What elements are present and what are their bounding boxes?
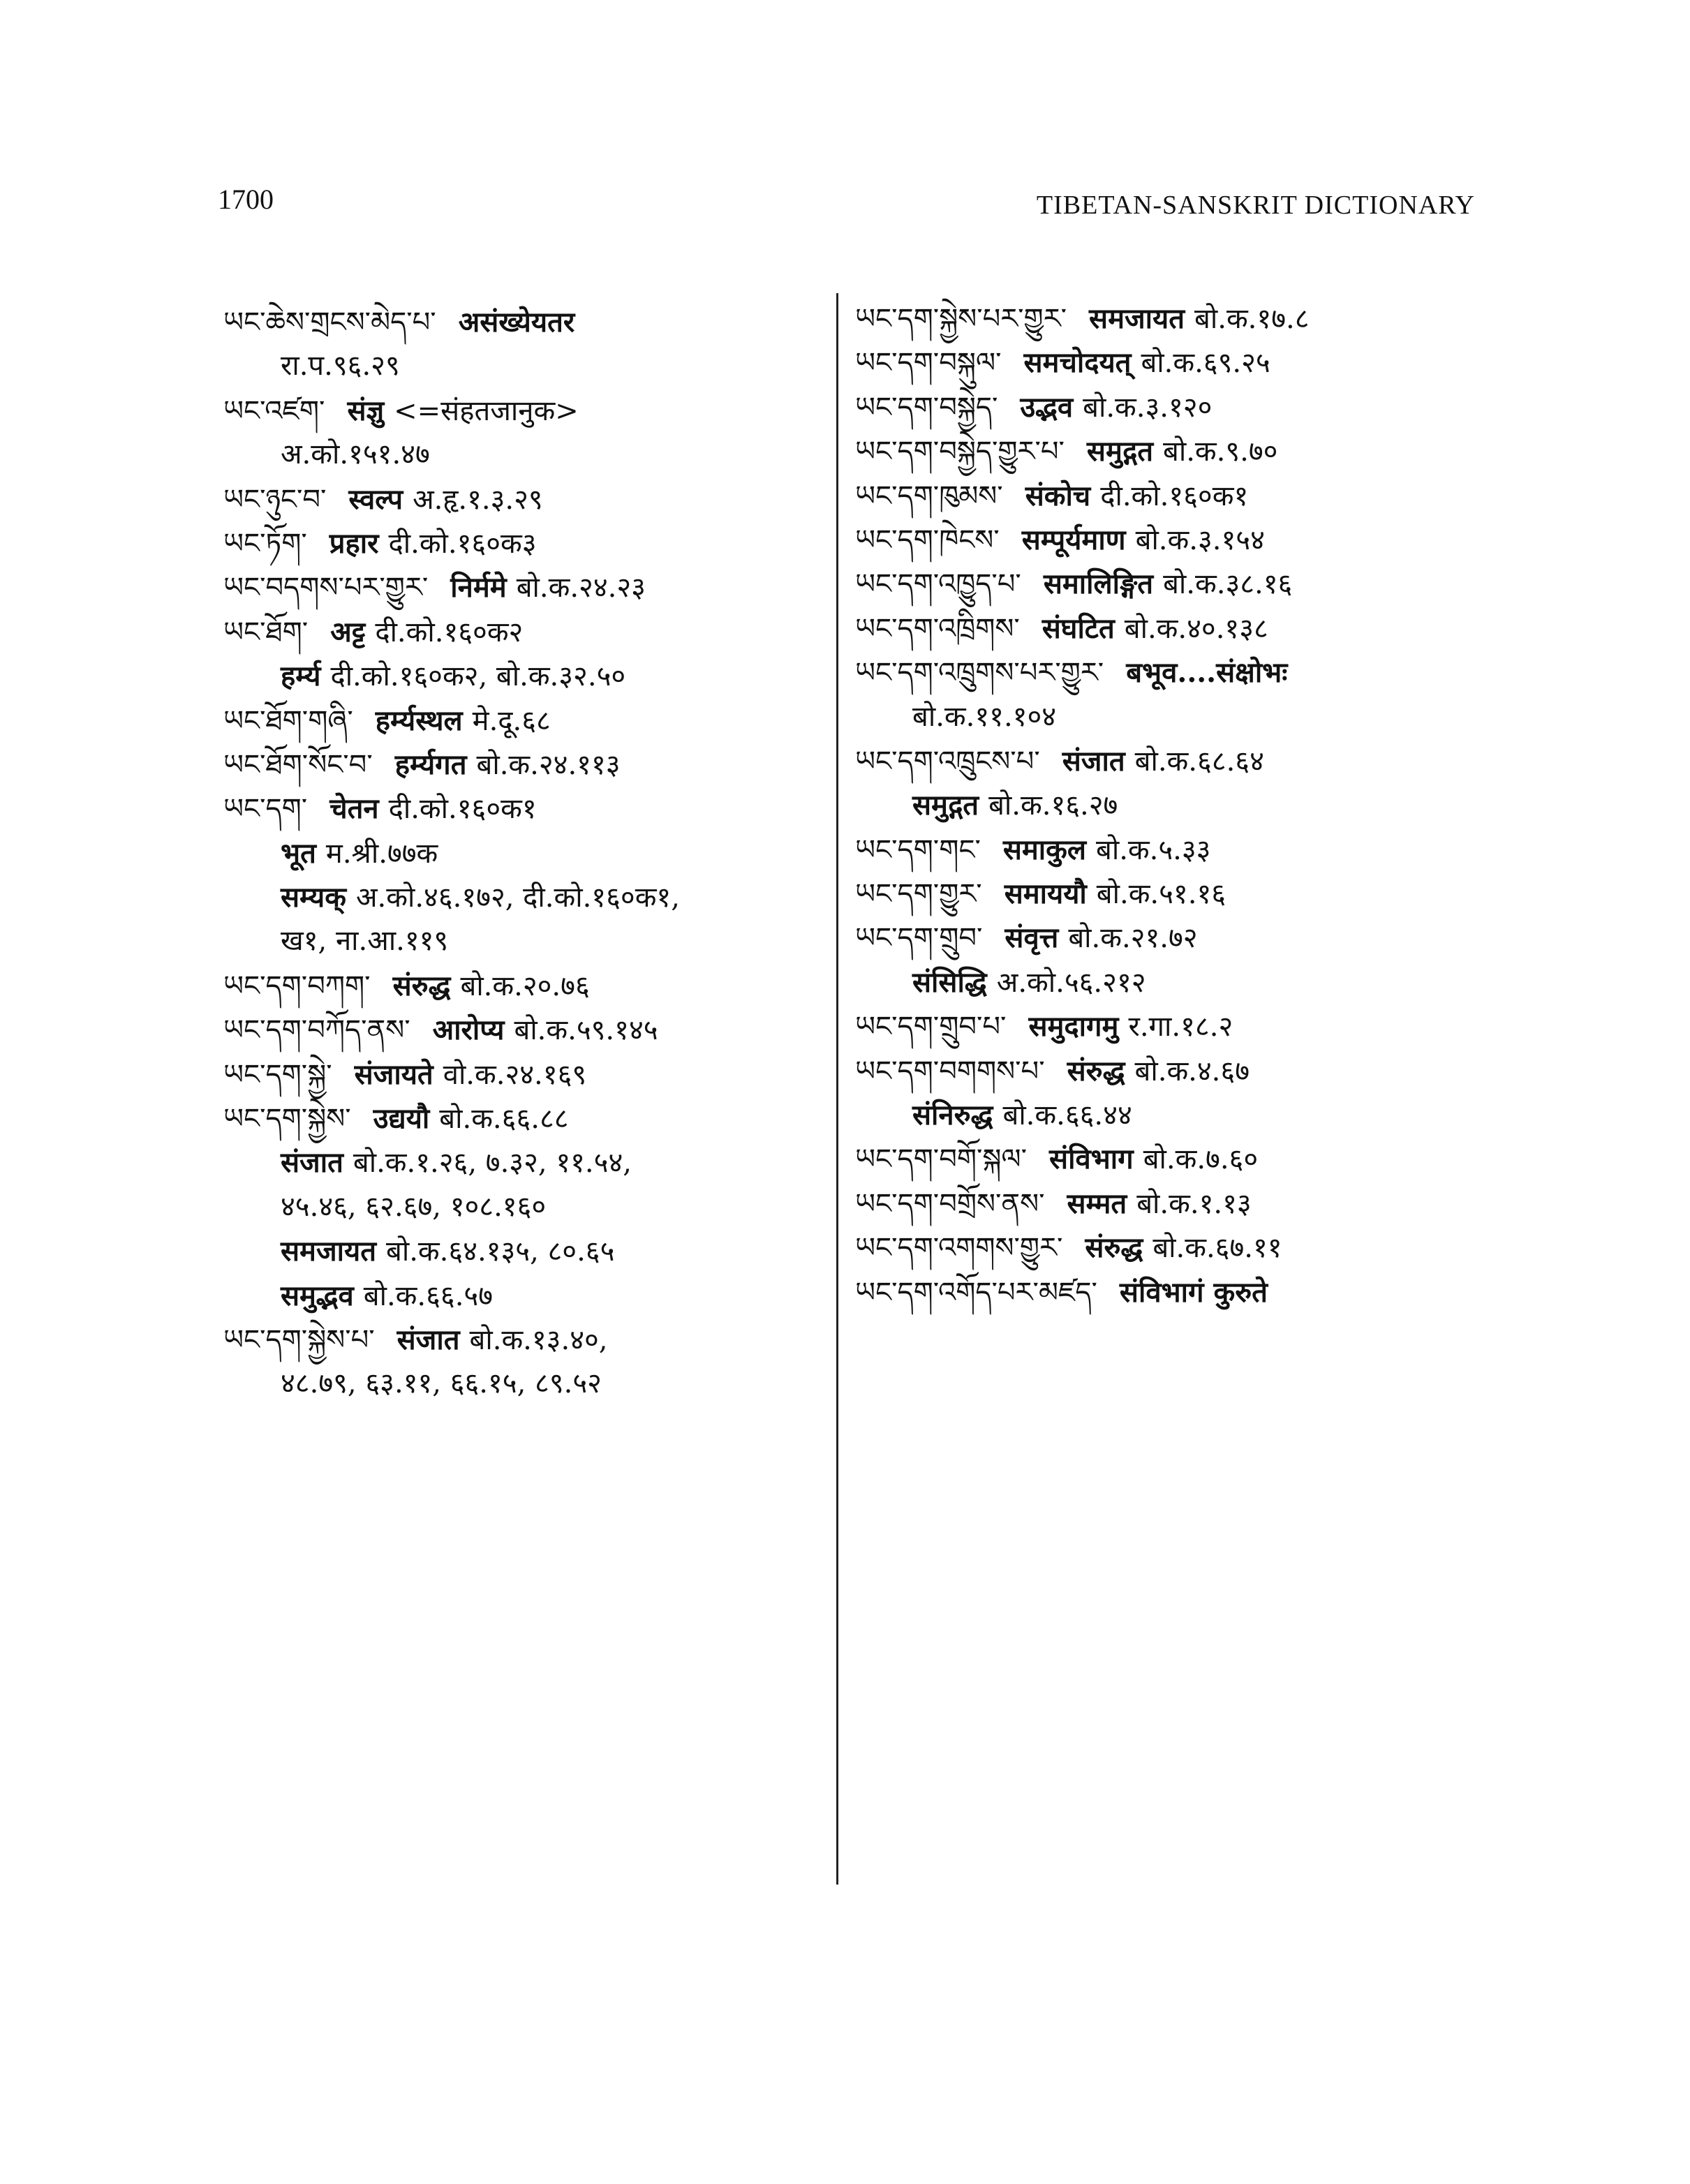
tibetan-headword: ཡང་ཐོག་: [223, 616, 309, 648]
sanskrit-equivalent: स्वल्प: [348, 482, 403, 516]
source-reference: म.श्री.७७क: [325, 837, 438, 870]
dictionary-entry: [855, 297, 1476, 341]
tibetan-headword: ཡང་དག་བགགས་པ་: [855, 1055, 1045, 1087]
sanskrit-equivalent: संरुद्ध: [392, 969, 451, 1002]
tibetan-headword: ཡང་དག་བསྐྱེད་གྱུར་པ་: [855, 436, 1065, 468]
entry-continuation: [223, 1141, 831, 1184]
source-reference: ४५.४६, ६२.६७, १०८.१६०: [281, 1190, 547, 1223]
sanskrit-equivalent: संसिद्धि: [912, 965, 987, 999]
source-reference: बो.क.६९.२५: [1141, 347, 1270, 380]
source-reference: बो.क.३८.१६: [1163, 568, 1293, 601]
source-reference: दी.को.१६०क१: [388, 793, 537, 826]
tibetan-headword: ཡང་དག་གང་: [855, 833, 981, 866]
dictionary-entry: [223, 610, 831, 654]
source-reference: अ.को.१५१.४७: [281, 438, 430, 471]
entry-continuation: [223, 875, 831, 919]
dictionary-entry: [223, 1008, 831, 1052]
source-reference: दी.को.१६०क२: [375, 616, 524, 648]
sanskrit-equivalent: भूत: [281, 836, 316, 870]
source-reference: दी.को.१६०क१: [1100, 480, 1249, 512]
right-column: [855, 297, 1476, 1314]
source-reference: अ.हृ.१.३.२९: [413, 483, 543, 516]
source-reference: ख१, ना.आ.११९: [281, 925, 449, 958]
sanskrit-equivalent: संजात: [281, 1146, 343, 1180]
tibetan-headword: ཡང་དག་འཁྲུངས་པ་: [855, 745, 1040, 778]
entry-continuation: [223, 831, 831, 875]
tibetan-headword: ཡང་དག་འཁྱུད་པ་: [855, 568, 1021, 601]
tibetan-headword: ཡང་དག་བཀོད་ནས་: [223, 1014, 410, 1047]
dictionary-entry: [223, 389, 831, 433]
source-reference: वो.क.२४.१६९: [443, 1058, 587, 1091]
tibetan-headword: ཡང་དག་ཁེངས་: [855, 523, 1000, 556]
sanskrit-equivalent: हर्म्यस्थल: [375, 704, 463, 737]
dictionary-entry: [223, 699, 831, 743]
tibetan-headword: ཡང་དག་སྐྱེས་པ་: [223, 1323, 375, 1356]
tibetan-headword: ཡང་དག་གྱུར་: [855, 878, 982, 911]
source-reference: बो.क.३.१५४: [1135, 523, 1265, 556]
tibetan-headword: ཡང་ཐོག་གཞི་: [223, 704, 353, 737]
dictionary-entry: [855, 1270, 1476, 1314]
sanskrit-equivalent: उद्ययौ: [373, 1102, 430, 1136]
dictionary-entry: [855, 1226, 1476, 1270]
source-reference: ४८.७९, ६३.११, ६६.१५, ८९.५२: [281, 1367, 602, 1400]
sanskrit-equivalent: संजात: [396, 1323, 460, 1356]
dictionary-entry: [855, 1182, 1476, 1226]
entry-continuation: [855, 1093, 1476, 1137]
tibetan-headword: ཡང་དག་ཁུམས་: [855, 480, 1003, 512]
source-reference: बो.क.५.३३: [1096, 833, 1211, 866]
tibetan-headword: ཡང་ཉུང་བ་: [223, 483, 327, 516]
dictionary-entry: [223, 521, 831, 565]
entry-continuation: [855, 783, 1476, 827]
sanskrit-equivalent: समाकुल: [1002, 833, 1087, 866]
sanskrit-equivalent: समुद्भव: [281, 1279, 354, 1312]
dictionary-entry: [855, 1004, 1476, 1048]
entry-continuation: [223, 1229, 831, 1273]
source-reference: बो.क.६८.६४: [1134, 745, 1264, 778]
sanskrit-equivalent: चेतन: [329, 792, 379, 826]
dictionary-entry: [855, 474, 1476, 518]
source-reference: बो.क.९.७०: [1163, 436, 1278, 468]
dictionary-entry: [855, 828, 1476, 872]
dictionary-entry: [855, 385, 1476, 429]
source-reference: बो.क.२४.११३: [476, 748, 621, 781]
sanskrit-equivalent: संविभाग: [1049, 1143, 1134, 1176]
sanskrit-equivalent: सम्पूर्यमाण: [1021, 523, 1126, 556]
entry-continuation: [223, 919, 831, 963]
dictionary-entry: [223, 743, 831, 787]
dictionary-entry: [223, 1097, 831, 1141]
sanskrit-equivalent: संविभागं कुरुते: [1119, 1275, 1268, 1309]
dictionary-entry: [223, 1318, 831, 1362]
sanskrit-equivalent: संज्ञु: [347, 394, 385, 427]
source-reference: बो.क.२१.७२: [1068, 922, 1198, 955]
dictionary-entry: [855, 1137, 1476, 1181]
dictionary-entry: [855, 872, 1476, 916]
dictionary-entry: [223, 1053, 831, 1097]
dictionary-entry: [223, 300, 831, 344]
sanskrit-equivalent: समजायत: [1089, 302, 1185, 335]
sanskrit-equivalent: संघटित: [1042, 611, 1115, 645]
sanskrit-equivalent: हर्म्य: [281, 660, 321, 693]
sanskrit-equivalent: संरुद्ध: [1067, 1054, 1125, 1087]
tibetan-headword: ཡང་དག་འགགས་གྱུར་: [855, 1232, 1063, 1265]
sanskrit-equivalent: संवृत्त: [1005, 921, 1059, 955]
tibetan-headword: ཡང་འཛག་: [223, 394, 325, 427]
sanskrit-equivalent: समाययौ: [1004, 877, 1087, 911]
tibetan-headword: ཡང་དག་འཁྲིགས་: [855, 612, 1020, 645]
source-reference: बो.क.२४.२३: [516, 572, 646, 604]
sanskrit-equivalent: अट्ट: [330, 615, 366, 648]
entry-continuation: [223, 654, 831, 698]
dictionary-entry: [855, 341, 1476, 385]
tibetan-headword: ཡང་དག་སྐྱེས་པར་གྱུར་: [855, 303, 1067, 335]
source-reference: बो.क.५१.१६: [1096, 878, 1226, 911]
entry-continuation: [223, 1185, 831, 1229]
entry-continuation: [855, 960, 1476, 1004]
sanskrit-equivalent: संजायते: [354, 1057, 433, 1091]
dictionary-entry: [855, 1049, 1476, 1093]
source-reference: बो.क.१७.८: [1194, 303, 1310, 335]
dictionary-entry: [855, 739, 1476, 783]
dictionary-entry: [855, 607, 1476, 651]
sanskrit-equivalent: उद्भव: [1020, 390, 1074, 424]
sanskrit-equivalent: सम्यक्: [281, 881, 346, 914]
source-reference: बो.क.१.१३: [1136, 1187, 1252, 1220]
sanskrit-equivalent: हर्म्यगत: [394, 748, 467, 781]
tibetan-headword: ཡང་དག་: [223, 793, 308, 826]
sanskrit-equivalent: असंख्येयतर: [458, 306, 575, 339]
sanskrit-equivalent: समजायत: [281, 1235, 376, 1268]
dictionary-entry: [855, 651, 1476, 694]
source-reference: बो.क.१६.२७: [988, 789, 1118, 822]
entry-continuation: [223, 1274, 831, 1318]
tibetan-headword: ཡང་དག་སྐྱེ་: [223, 1058, 332, 1091]
source-reference: बो.क.६६.५७: [363, 1279, 494, 1312]
dictionary-entry: [223, 787, 831, 831]
source-reference: <=संहतजानुक>: [394, 394, 579, 427]
sanskrit-equivalent: समुद्गत: [1086, 435, 1154, 468]
sanskrit-equivalent: समालिङ्गित: [1043, 567, 1154, 601]
dictionary-entry: [223, 477, 831, 521]
source-reference: दी.को.१६०क२, बो.क.३२.५०: [330, 660, 626, 693]
tibetan-headword: ཡང་དག་བགོ་སྐལ་: [855, 1143, 1028, 1176]
source-reference: बो.क.२०.७६: [460, 970, 590, 1002]
tibetan-headword: ཡང་ཆེས་གྲངས་མེད་པ་: [223, 306, 436, 339]
tibetan-headword: ཡང་ཏོག་: [223, 527, 307, 560]
source-reference: बो.क.६६.४४: [1002, 1099, 1132, 1132]
source-reference: रा.प.९६.२९: [281, 350, 400, 382]
entry-continuation: [855, 695, 1476, 739]
entry-continuation: [223, 344, 831, 388]
tibetan-headword: ཡང་དག་སྐྱེས་: [223, 1103, 351, 1136]
source-reference: बो.क.१.२६, ७.३२, ११.५४,: [353, 1147, 632, 1180]
source-reference: मे.दू.६८: [472, 704, 551, 737]
sanskrit-equivalent: समुदागमु: [1028, 1010, 1119, 1043]
tibetan-headword: ཡང་དག་བསྐྱེད་: [855, 391, 998, 424]
source-reference: बो.क.५९.१४५: [514, 1014, 658, 1047]
sanskrit-equivalent: समचोदयत्: [1023, 346, 1132, 380]
sanskrit-equivalent: संजात: [1062, 744, 1125, 778]
tibetan-headword: ཡང་ཐོག་སོང་བ་: [223, 748, 373, 781]
source-reference: बो.क.४.६७: [1134, 1055, 1250, 1087]
dictionary-entry: [223, 964, 831, 1008]
source-reference: अ.को.५६.२१२: [996, 966, 1146, 999]
sanskrit-equivalent: संकोच: [1025, 479, 1091, 512]
entry-continuation: [223, 433, 831, 477]
source-reference: बो.क.४०.१३८: [1124, 612, 1268, 645]
source-reference: बो.क.७.६०: [1143, 1143, 1259, 1176]
page-number: 1700: [218, 184, 274, 215]
tibetan-headword: ཡང་དག་འགོད་པར་མཛད་: [855, 1276, 1097, 1309]
dictionary-entry: [855, 518, 1476, 562]
dictionary-entry: [855, 429, 1476, 473]
sanskrit-equivalent: सम्मत: [1067, 1187, 1127, 1220]
tibetan-headword: ཡང་བདགས་པར་གྱུར་: [223, 572, 429, 604]
tibetan-headword: ཡང་དག་གྲུབ་: [855, 922, 983, 955]
source-reference: बो.क.३.१२०: [1083, 391, 1213, 424]
tibetan-headword: ཡང་དག་གྲུབ་པ་: [855, 1011, 1007, 1043]
source-reference: बो.क.१३.४०,: [469, 1323, 608, 1356]
source-reference: बो.क.६४.१३५, ८०.६५: [386, 1235, 615, 1268]
sanskrit-equivalent: बभूव....संक्षोभः: [1126, 656, 1288, 690]
tibetan-headword: ཡང་དག་བསྐུལ་: [855, 347, 1002, 380]
column-divider: [836, 293, 838, 1885]
sanskrit-equivalent: समुद्गत: [912, 789, 979, 822]
tibetan-headword: ཡང་དག་བཀག་: [223, 970, 371, 1002]
running-head: TIBETAN-SANSKRIT DICTIONARY: [1036, 191, 1475, 220]
sanskrit-equivalent: संरुद्ध: [1085, 1231, 1143, 1265]
source-reference: दी.को.१६०क३: [388, 527, 537, 560]
tibetan-headword: ཡང་དག་འཁྲུགས་པར་གྱུར་: [855, 657, 1104, 690]
dictionary-entry: [855, 562, 1476, 606]
sanskrit-equivalent: प्रहार: [329, 526, 379, 560]
source-reference: बो.क.११.१०४: [912, 700, 1057, 733]
source-reference: बो.क.६६.८८: [439, 1103, 569, 1136]
left-column: [223, 300, 831, 1406]
sanskrit-equivalent: संनिरुद्ध: [912, 1099, 993, 1132]
dictionary-entry: [855, 916, 1476, 960]
source-reference: र.गा.१८.२: [1128, 1011, 1233, 1043]
tibetan-headword: ཡང་དག་བགྲོས་ནས་: [855, 1187, 1045, 1220]
dictionary-entry: [223, 565, 831, 609]
entry-continuation: [223, 1362, 831, 1406]
source-reference: अ.को.४६.१७२, दी.को.१६०क१,: [355, 882, 680, 914]
source-reference: बो.क.६७.११: [1152, 1232, 1282, 1265]
sanskrit-equivalent: निर्ममे: [450, 571, 507, 604]
sanskrit-equivalent: आरोप्य: [432, 1013, 505, 1047]
